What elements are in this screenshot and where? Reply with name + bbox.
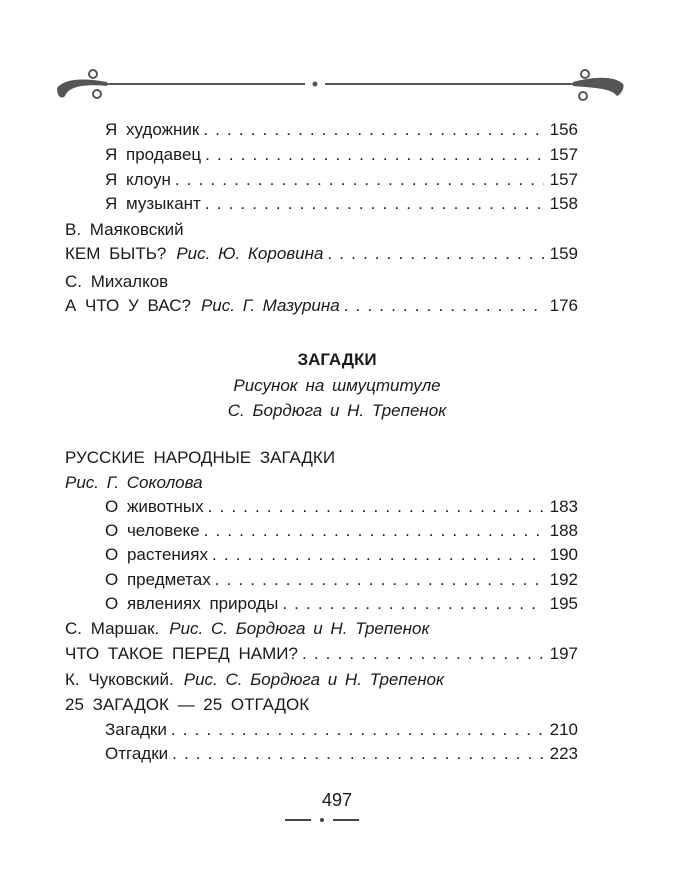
page-number-ornament xyxy=(285,816,359,824)
toc-entry xyxy=(105,718,578,742)
dot-leader xyxy=(344,294,544,318)
dot-leader xyxy=(282,592,543,616)
entry-title: ЧТО ТАКОЕ ПЕРЕД НАМИ? xyxy=(65,644,298,663)
toc-author-line xyxy=(65,617,578,641)
section-subtitle-1: Рисунок на шмуцтитуле xyxy=(233,376,441,395)
illustrator-note: Рис. Г. Соколова xyxy=(65,473,203,492)
dot-leader xyxy=(205,192,544,216)
page-ref: 157 xyxy=(549,170,578,189)
toc-entry xyxy=(65,642,578,666)
toc-entry xyxy=(105,543,578,567)
page-ref: 197 xyxy=(549,644,578,663)
toc-entry xyxy=(65,242,578,266)
entry-title: С. Михалков xyxy=(65,272,169,291)
entry-title: О растениях xyxy=(105,545,208,564)
entry-title: Я художник xyxy=(105,120,200,139)
dot-leader xyxy=(208,495,544,519)
page-ref: 176 xyxy=(549,296,578,315)
page-ref: 156 xyxy=(549,120,578,139)
dot-leader xyxy=(172,742,543,766)
dot-leader xyxy=(171,718,544,742)
section-subtitle-2: С. Бордюга и Н. Трепенок xyxy=(227,401,447,420)
dot-leader xyxy=(204,519,544,543)
entry-title: Отгадки xyxy=(105,744,169,763)
entry-title: А ЧТО У ВАС? xyxy=(65,296,191,315)
toc-entry xyxy=(105,519,578,543)
illustrator-note: Рис. С. Бордюга и Н. Трепенок xyxy=(183,670,445,689)
page-ref: 210 xyxy=(549,720,578,739)
ornament-header xyxy=(55,66,625,106)
entry-title: РУССКИЕ НАРОДНЫЕ ЗАГАДКИ xyxy=(65,448,336,467)
entry-title: Я продавец xyxy=(105,145,202,164)
dot-leader xyxy=(175,168,544,192)
entry-title: 25 ЗАГАДОК — 25 ОТГАДОК xyxy=(65,695,310,714)
toc-author-line xyxy=(65,446,578,470)
entry-title: Я клоун xyxy=(105,170,171,189)
entry-title: Я музыкант xyxy=(105,194,201,213)
page-number: 497 xyxy=(321,790,353,810)
toc-author-line xyxy=(65,270,578,294)
dot-leader xyxy=(212,543,544,567)
toc-entry xyxy=(105,742,578,766)
toc-entry xyxy=(105,495,578,519)
entry-title: О человеке xyxy=(105,521,200,540)
toc-entry xyxy=(105,143,578,167)
entry-title: О животных xyxy=(105,497,204,516)
entry-title: КЕМ БЫТЬ? xyxy=(65,244,167,263)
illustrator-note: Рис. Г. Мазурина xyxy=(200,296,340,315)
toc-author-line xyxy=(65,668,578,692)
entry-title: О явлениях природы xyxy=(105,594,279,613)
page-ref: 158 xyxy=(549,194,578,213)
toc-entry xyxy=(105,118,578,142)
toc-entry xyxy=(105,568,578,592)
page-ref: 157 xyxy=(549,145,578,164)
dot-leader xyxy=(327,242,543,266)
toc-entry xyxy=(105,168,578,192)
dot-leader xyxy=(203,118,543,142)
page-ref: 192 xyxy=(549,570,578,589)
dot-leader xyxy=(205,143,543,167)
toc-author-line xyxy=(65,693,578,717)
toc-entry xyxy=(105,592,578,616)
illustrator-note: Рис. С. Бордюга и Н. Трепенок xyxy=(169,619,430,638)
page-ref: 183 xyxy=(549,497,578,516)
page-ref: 190 xyxy=(549,545,578,564)
page-ref: 159 xyxy=(549,244,578,263)
entry-title: Загадки xyxy=(105,720,167,739)
toc-entry xyxy=(105,192,578,216)
toc-entry xyxy=(65,294,578,318)
toc-author-line xyxy=(65,471,578,495)
entry-title: К. Чуковский. xyxy=(65,670,174,689)
dot-leader xyxy=(302,642,544,666)
page-ref: 223 xyxy=(549,744,578,763)
entry-title: О предметах xyxy=(105,570,211,589)
entry-title: В. Маяковский xyxy=(65,220,184,239)
page-ref: 188 xyxy=(549,521,578,540)
entry-title: С. Маршак. xyxy=(65,619,160,638)
toc-author-line xyxy=(65,218,578,242)
illustrator-note: Рис. Ю. Коровина xyxy=(176,244,324,263)
dot-leader xyxy=(215,568,544,592)
page-ref: 195 xyxy=(549,594,578,613)
section-heading: ЗАГАДКИ xyxy=(297,350,377,369)
